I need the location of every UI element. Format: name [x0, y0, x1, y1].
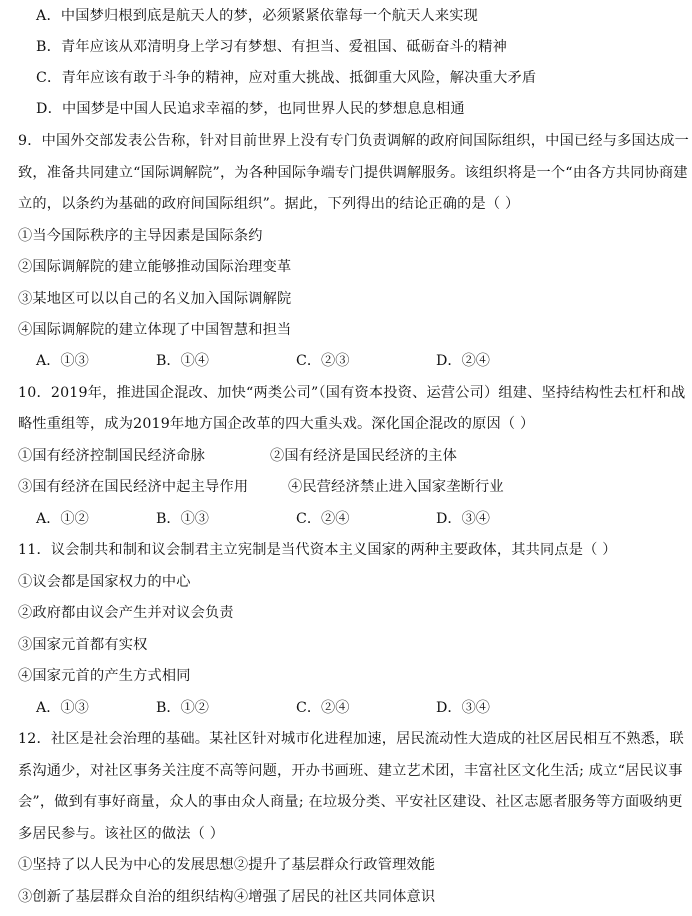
- q11-choice-a: A．①③: [36, 700, 89, 716]
- q12-stem-line-3: 会”，做到有事好商量，众人的事由众人商量; 在垃圾分类、平安社区建设、社区志愿者服务等方面吸纳更: [18, 794, 683, 810]
- q10-statement-4: ④民营经济禁止进入国家垄断行业: [288, 479, 504, 495]
- q8-option-c: C．青年应该有敢于斗争的精神，应对重大挑战、抵御重大风险，解决重大矛盾: [36, 70, 537, 86]
- q12-stem-line-2: 系沟通少，对社区事务关注度不高等问题，开办书画班、建立艺术团，丰富社区文化生活; 成立“居民议事: [18, 763, 683, 779]
- q9-statement-1: ①当今国际秩序的主导因素是国际条约: [18, 228, 263, 244]
- q11-statement-1: ①议会都是国家权力的中心: [18, 574, 191, 590]
- q11-choice-d: D．③④: [436, 700, 490, 716]
- q10-choice-a: A．①②: [36, 511, 89, 527]
- q12-statement-row-2: ③创新了基层群众自治的组织结构④增强了居民的社区共同体意识: [18, 889, 436, 905]
- q12-stem-line-1: 12．社区是社会治理的基础。某社区针对城市化进程加速，居民流动性大造成的社区居民相互不熟悉，联: [18, 731, 684, 747]
- q10-choice-b: B．①③: [156, 511, 209, 527]
- q9-choice-a: A．①③: [36, 353, 89, 369]
- q9-stem-line-1: 9．中国外交部发表公告称，针对目前世界上没有专门负责调解的政府间国际组织，中国已经与多国达成一: [18, 133, 690, 149]
- q10-stem-line-1: 10．2019年，推进国企混改、加快“两类公司”（国有资本投资、运营公司）组建、坚持结构性去杠杆和战: [18, 385, 686, 401]
- q11-statement-4: ④国家元首的产生方式相同: [18, 668, 191, 684]
- q10-statement-3: ③国有经济在国民经济中起主导作用: [18, 479, 249, 495]
- q11-statement-2: ②政府都由议会产生并对议会负责: [18, 605, 234, 621]
- q12-statement-row-1: ①坚持了以人民为中心的发展思想②提升了基层群众行政管理效能: [18, 857, 436, 873]
- q10-statement-2: ②国有经济是国民经济的主体: [270, 448, 458, 464]
- q11-stem-line-1: 11．议会制共和制和议会制君主立宪制是当代资本主义国家的两种主要政体，其共同点是（ ）: [18, 542, 617, 558]
- q10-choice-d: D．③④: [436, 511, 490, 527]
- q12-stem-line-4: 多居民参与。该社区的做法（ ）: [18, 826, 225, 842]
- q8-option-a: A．中国梦归根到底是航天人的梦，必须紧紧依靠每一个航天人来实现: [36, 8, 479, 24]
- q9-choice-d: D．②④: [436, 353, 490, 369]
- q10-statement-1: ①国有经济控制国民经济命脉: [18, 448, 206, 464]
- q10-stem-line-2: 略性重组等，成为2019年地方国企改革的四大重头戏。深化国企混改的原因（ ）: [18, 416, 535, 432]
- q8-option-d: D．中国梦是中国人民追求幸福的梦，也同世界人民的梦想息息相通: [36, 101, 465, 117]
- q9-choice-c: C．②③: [296, 353, 350, 369]
- q11-choice-b: B．①②: [156, 700, 209, 716]
- q9-statement-3: ③某地区可以以自己的名义加入国际调解院: [18, 291, 292, 307]
- q9-choice-b: B．①④: [156, 353, 209, 369]
- q8-option-b: B．青年应该从邓清明身上学习有梦想、有担当、爱祖国、砥砺奋斗的精神: [36, 39, 508, 55]
- q9-stem-line-3: 立的，以条约为基础的政府间国际组织”。据此，下列得出的结论正确的是（ ）: [18, 196, 520, 212]
- q10-choice-c: C．②④: [296, 511, 350, 527]
- q11-statement-3: ③国家元首都有实权: [18, 637, 148, 653]
- q9-stem-line-2: 致，准备共同建立“国际调解院”，为各种国际争端专门提供调解服务。该组织将是一个“由各方共同协商建: [18, 165, 688, 181]
- q9-statement-2: ②国际调解院的建立能够推动国际治理变革: [18, 259, 292, 275]
- q9-statement-4: ④国际调解院的建立体现了中国智慧和担当: [18, 322, 292, 338]
- q11-choice-c: C．②④: [296, 700, 350, 716]
